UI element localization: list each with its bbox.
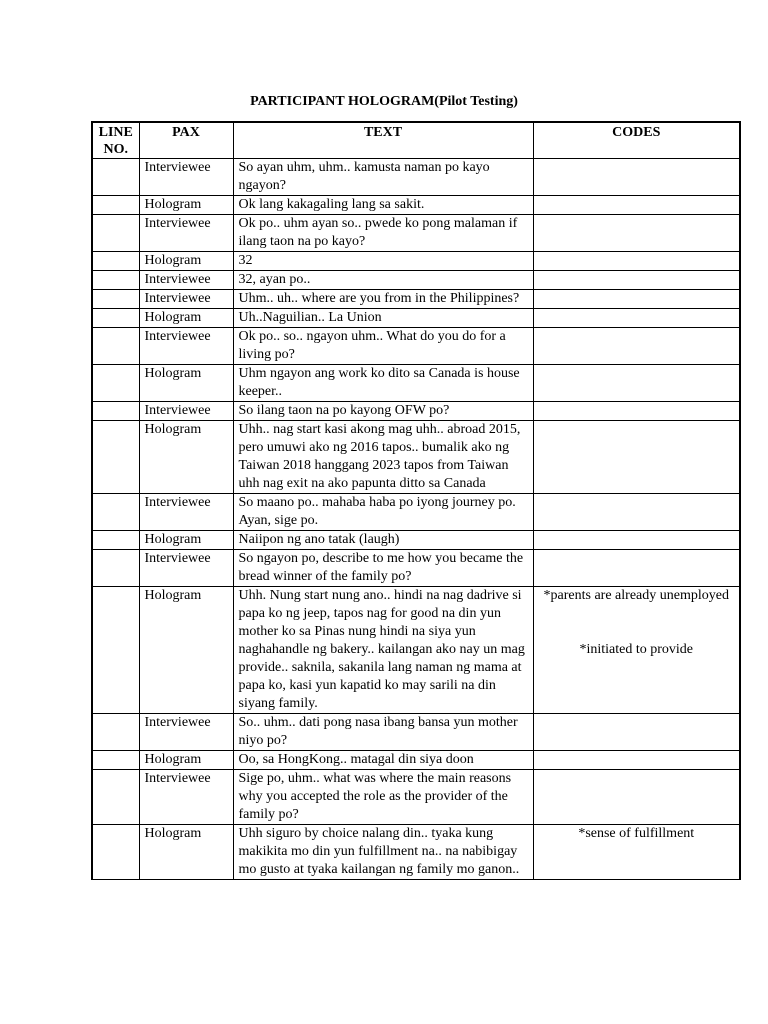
pax-cell: Hologram [139,309,233,328]
codes-cell [533,550,740,587]
codes-cell [533,587,740,714]
pax-cell: Interviewee [139,215,233,252]
line-no-cell [92,531,139,550]
codes-cell [533,531,740,550]
pax-cell: Hologram [139,587,233,714]
text-cell: Ok po.. so.. ngayon uhm.. What do you do for a living po? [233,328,533,365]
header-pax: PAX [139,122,233,159]
table-row [92,751,740,770]
table-header-row [92,122,740,159]
codes-cell [533,714,740,751]
table-row [92,587,740,714]
table-row [92,714,740,751]
line-no-cell [92,421,139,494]
table-row [92,196,740,215]
text-cell: So.. uhm.. dati pong nasa ibang bansa yun mother niyo po? [233,714,533,751]
pax-cell: Interviewee [139,159,233,196]
code-entry: *initiated to provide [579,642,694,657]
table-row [92,494,740,531]
text-cell: So ilang taon na po kayong OFW po? [233,402,533,421]
header-codes: CODES [533,122,740,159]
line-no-cell [92,587,139,714]
pax-cell: Interviewee [139,714,233,751]
pax-cell: Hologram [139,751,233,770]
line-no-cell [92,328,139,365]
codes-cell [533,159,740,196]
table-row [92,825,740,880]
text-cell: Uhh siguro by choice nalang din.. tyaka kung makikita mo din yun fulfillment na.. na nabibigay mo gusto at tyaka kailangan ng family mo ganon.. [233,825,533,880]
text-cell: Ok po.. uhm ayan so.. pwede ko pong malaman if ilang taon na po kayo? [233,215,533,252]
codes-cell [533,252,740,271]
line-no-cell [92,494,139,531]
transcript-rows [92,159,740,880]
code-spacer [539,605,735,641]
line-no-cell [92,714,139,751]
codes-cell [533,365,740,402]
pax-cell: Interviewee [139,328,233,365]
text-cell: So maano po.. mahaba haba po iyong journey po. Ayan, sige po. [233,494,533,531]
codes-cell [533,402,740,421]
line-no-cell [92,309,139,328]
codes-cell [533,328,740,365]
line-no-cell [92,196,139,215]
table-row [92,290,740,309]
codes-cell [533,215,740,252]
text-cell: Uh..Naguilian.. La Union [233,309,533,328]
table-row [92,159,740,196]
line-no-cell [92,751,139,770]
header-line-no: LINE NO. [92,122,139,159]
line-no-cell [92,770,139,825]
text-cell: Uhm.. uh.. where are you from in the Philippines? [233,290,533,309]
line-no-cell [92,825,139,880]
transcript-table [91,121,741,880]
codes-cell [533,196,740,215]
table-row [92,770,740,825]
text-cell: Ok lang kakagaling lang sa sakit. [233,196,533,215]
line-no-cell [92,215,139,252]
codes-cell [533,770,740,825]
line-no-cell [92,402,139,421]
pax-cell: Interviewee [139,271,233,290]
table-row [92,215,740,252]
line-no-cell [92,252,139,271]
table-row [92,271,740,290]
table-row [92,402,740,421]
codes-cell [533,494,740,531]
text-cell: Naiipon ng ano tatak (laugh) [233,531,533,550]
text-cell: So ayan uhm, uhm.. kamusta naman po kayo ngayon? [233,159,533,196]
pax-cell: Hologram [139,365,233,402]
table-row [92,365,740,402]
table-row [92,328,740,365]
line-no-cell [92,290,139,309]
table-row [92,252,740,271]
pax-cell: Interviewee [139,290,233,309]
pax-cell: Hologram [139,825,233,880]
text-cell: 32, ayan po.. [233,271,533,290]
codes-cell [533,271,740,290]
pax-cell: Hologram [139,421,233,494]
header-text: TEXT [233,122,533,159]
pax-cell: Hologram [139,196,233,215]
line-no-cell [92,365,139,402]
table-row [92,531,740,550]
code-entry: *parents are already unemployed [543,588,729,603]
codes-cell [533,751,740,770]
codes-cell [533,290,740,309]
line-no-cell [92,271,139,290]
pax-cell: Interviewee [139,550,233,587]
text-cell: Sige po, uhm.. what was where the main reasons why you accepted the role as the provider of the family po? [233,770,533,825]
codes-cell [533,825,740,880]
text-cell: Uhm ngayon ang work ko dito sa Canada is house keeper.. [233,365,533,402]
pax-cell: Hologram [139,252,233,271]
text-cell: So ngayon po, describe to me how you became the bread winner of the family po? [233,550,533,587]
line-no-cell [92,550,139,587]
document-title: PARTICIPANT HOLOGRAM(Pilot Testing) [250,94,518,109]
pax-cell: Interviewee [139,770,233,825]
text-cell: Uhh. Nung start nung ano.. hindi na nag dadrive si papa ko ng jeep, tapos nag for good na din yun mother ko sa Pinas nung hindi na siya yun naghahandle ng bakery.. kailangan ako nay un mag provide.. saknila, sakanila lang naman ng mama at papa ko, kasi yun kapatid ko may sarili na din siyang family. [233,587,533,714]
table-row [92,309,740,328]
text-cell: 32 [233,252,533,271]
code-entry: *sense of fulfillment [578,826,695,841]
text-cell: Uhh.. nag start kasi akong mag uhh.. abroad 2015, pero umuwi ako ng 2016 tapos.. bumalik ako ng Taiwan 2018 hanggang 2023 tapos from Taiwan uhh nag exit na ako papunta ditto sa Canada [233,421,533,494]
text-cell: Oo, sa HongKong.. matagal din siya doon [233,751,533,770]
line-no-cell [92,159,139,196]
codes-cell [533,421,740,494]
pax-cell: Interviewee [139,402,233,421]
table-row [92,550,740,587]
pax-cell: Hologram [139,531,233,550]
pax-cell: Interviewee [139,494,233,531]
codes-cell [533,309,740,328]
table-row [92,421,740,494]
